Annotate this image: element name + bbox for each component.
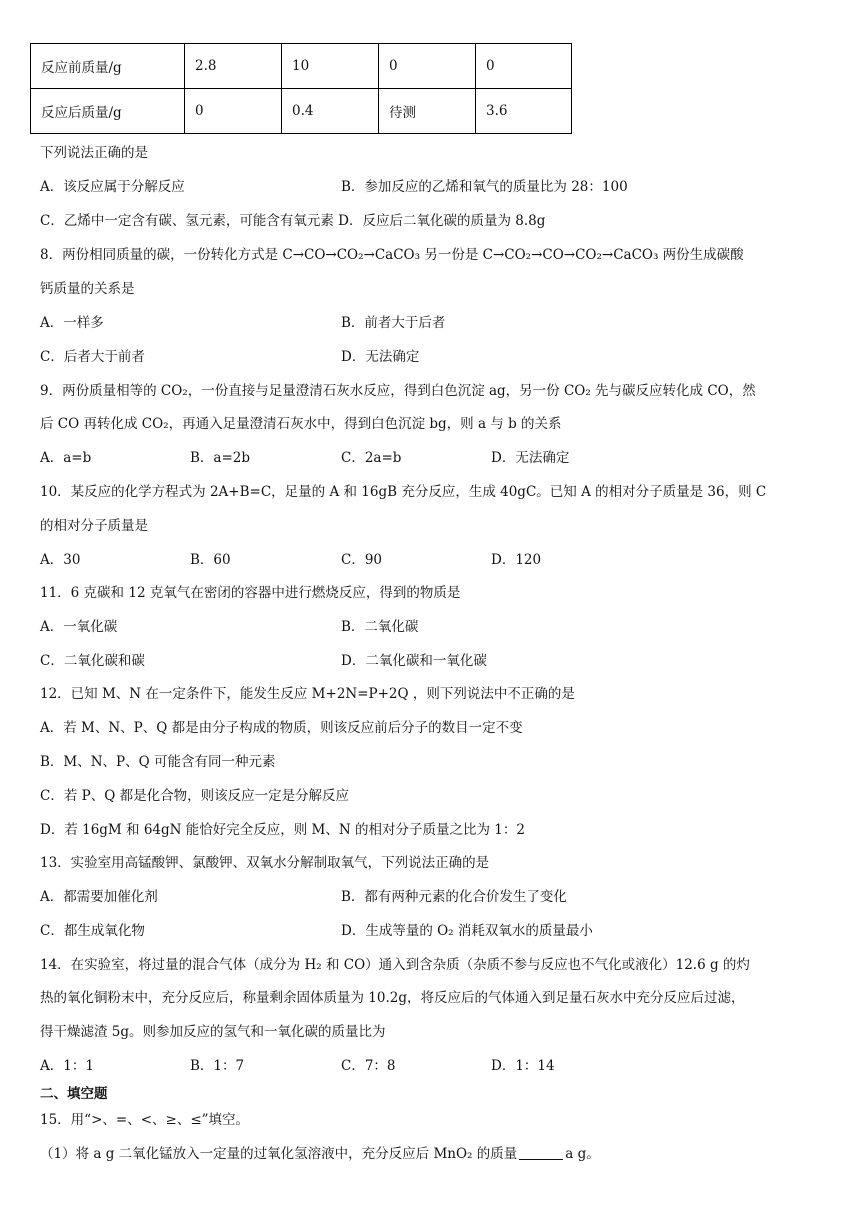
table-cell: 0 <box>476 44 572 89</box>
section-title: 二、填空题 <box>40 1086 108 1102</box>
q10-option-b: B．60 <box>190 552 231 568</box>
table-cell: 2.8 <box>185 44 282 89</box>
q9-option-a: A．a=b <box>40 450 92 466</box>
q8-stem-line1: 8．两份相同质量的碳，一份转化方式是 C→CO→CO₂→CaCO₃ 另一份是 C→CO₂→CO→CO₂→CaCO₃ 两份生成碳酸 <box>40 247 744 263</box>
q10-option-a: A．30 <box>40 552 81 568</box>
q7-option-a: A．该反应属于分解反应 <box>40 179 185 195</box>
q14-option-a: A．1：1 <box>40 1058 94 1074</box>
table-cell: 0 <box>185 89 282 134</box>
q14-option-b: B．1：7 <box>190 1058 245 1074</box>
q11-stem: 11．6 克碳和 12 克氧气在密闭的容器中进行燃烧反应，得到的物质是 <box>40 585 461 601</box>
q11-option-c: C．二氧化碳和碳 <box>40 653 145 669</box>
q12-option-b: B．M、N、P、Q 可能含有同一种元素 <box>40 754 276 770</box>
q12-stem: 12．已知 M、N 在一定条件下，能发生反应 M+2N=P+2Q ，则下列说法中不正确的是 <box>40 686 575 702</box>
q9-option-d: D．无法确定 <box>491 450 570 466</box>
q9-stem-line1: 9．两份质量相等的 CO₂，一份直接与足量澄清石灰水反应，得到白色沉淀 ag，另一份 CO₂ 先与碳反应转化成 CO，然 <box>40 383 756 399</box>
q7-option-c-d: C．乙烯中一定含有碳、氢元素，可能含有氧元素 D．反应后二氧化碳的质量为 8.8g <box>40 213 546 229</box>
q8-option-d: D．无法确定 <box>341 349 420 365</box>
q7-stem: 下列说法正确的是 <box>40 145 148 161</box>
q8-option-b: B．前者大于后者 <box>341 315 446 331</box>
q10-option-d: D．120 <box>491 552 542 568</box>
q14-option-c: C．7：8 <box>341 1058 396 1074</box>
q14-stem-line3: 得干燥滤渣 5g。则参加反应的氢气和一氧化碳的质量比为 <box>40 1024 386 1040</box>
table-cell: 0.4 <box>282 89 379 134</box>
q14-stem-line2: 热的氧化铜粉末中，充分反应后，称量剩余固体质量为 10.2g，将反应后的气体通入到足量石灰水中充分反应后过滤， <box>40 990 745 1006</box>
q11-option-b: B．二氧化碳 <box>341 619 419 635</box>
q8-stem-line2: 钙质量的关系是 <box>40 281 135 297</box>
q8-option-c: C．后者大于前者 <box>40 349 145 365</box>
row-label: 反应后质量/g <box>31 89 185 134</box>
q11-option-a: A．一氧化碳 <box>40 619 118 635</box>
answer-blank[interactable] <box>519 1145 563 1160</box>
q8-option-a: A．一样多 <box>40 315 104 331</box>
q12-option-d: D．若 16gM 和 64gN 能恰好完全反应，则 M、N 的相对分子质量之比为 1：2 <box>40 822 525 838</box>
mass-table <box>30 43 572 134</box>
q7-option-b: B．参加反应的乙烯和氧气的质量比为 28：100 <box>341 179 628 195</box>
table-row <box>31 44 572 89</box>
q15-stem: 15．用“>、=、<、≥、≤”填空。 <box>40 1112 250 1128</box>
table-cell: 0 <box>379 44 476 89</box>
q10-option-c: C．90 <box>341 552 383 568</box>
q11-option-d: D．二氧化碳和一氧化碳 <box>341 653 487 669</box>
q10-stem-line2: 的相对分子质量是 <box>40 518 148 534</box>
q13-option-c: C．都生成氧化物 <box>40 923 145 939</box>
q12-option-c: C．若 P、Q 都是化合物，则该反应一定是分解反应 <box>40 788 350 804</box>
table-cell: 3.6 <box>476 89 572 134</box>
q13-option-a: A．都需要加催化剂 <box>40 889 158 905</box>
row-label: 反应前质量/g <box>31 44 185 89</box>
q10-stem-line1: 10．某反应的化学方程式为 2A+B=C，足量的 A 和 16gB 充分反应，生成 40gC。已知 A 的相对分子质量是 36，则 C <box>40 484 767 500</box>
table-cell: 10 <box>282 44 379 89</box>
table-row <box>31 89 572 134</box>
q9-option-c: C．2a=b <box>341 450 402 466</box>
q15-sub1-text-after: a g。 <box>565 1146 600 1162</box>
table-cell: 待测 <box>379 89 476 134</box>
q13-stem: 13．实验室用高锰酸钾、氯酸钾、双氧水分解制取氧气，下列说法正确的是 <box>40 855 490 871</box>
q13-option-d: D．生成等量的 O₂ 消耗双氧水的质量最小 <box>341 923 593 939</box>
q9-option-b: B．a=2b <box>190 450 251 466</box>
q12-option-a: A．若 M、N、P、Q 都是由分子构成的物质，则该反应前后分子的数目一定不变 <box>40 720 523 736</box>
q13-option-b: B．都有两种元素的化合价发生了变化 <box>341 889 567 905</box>
q15-sub1-text-before: （1）将 a g 二氧化锰放入一定量的过氧化氢溶液中，充分反应后 MnO₂ 的质量 <box>40 1146 518 1162</box>
q14-stem-line1: 14．在实验室，将过量的混合气体（成分为 H₂ 和 CO）通入到含杂质（杂质不参与反应也不气化或液化）12.6 g 的灼 <box>40 957 750 973</box>
q14-option-d: D．1：14 <box>491 1058 555 1074</box>
q9-stem-line2: 后 CO 再转化成 CO₂，再通入足量澄清石灰水中，得到白色沉淀 bg，则 a 与 b 的关系 <box>40 416 562 432</box>
q15-sub1 <box>40 1144 600 1164</box>
